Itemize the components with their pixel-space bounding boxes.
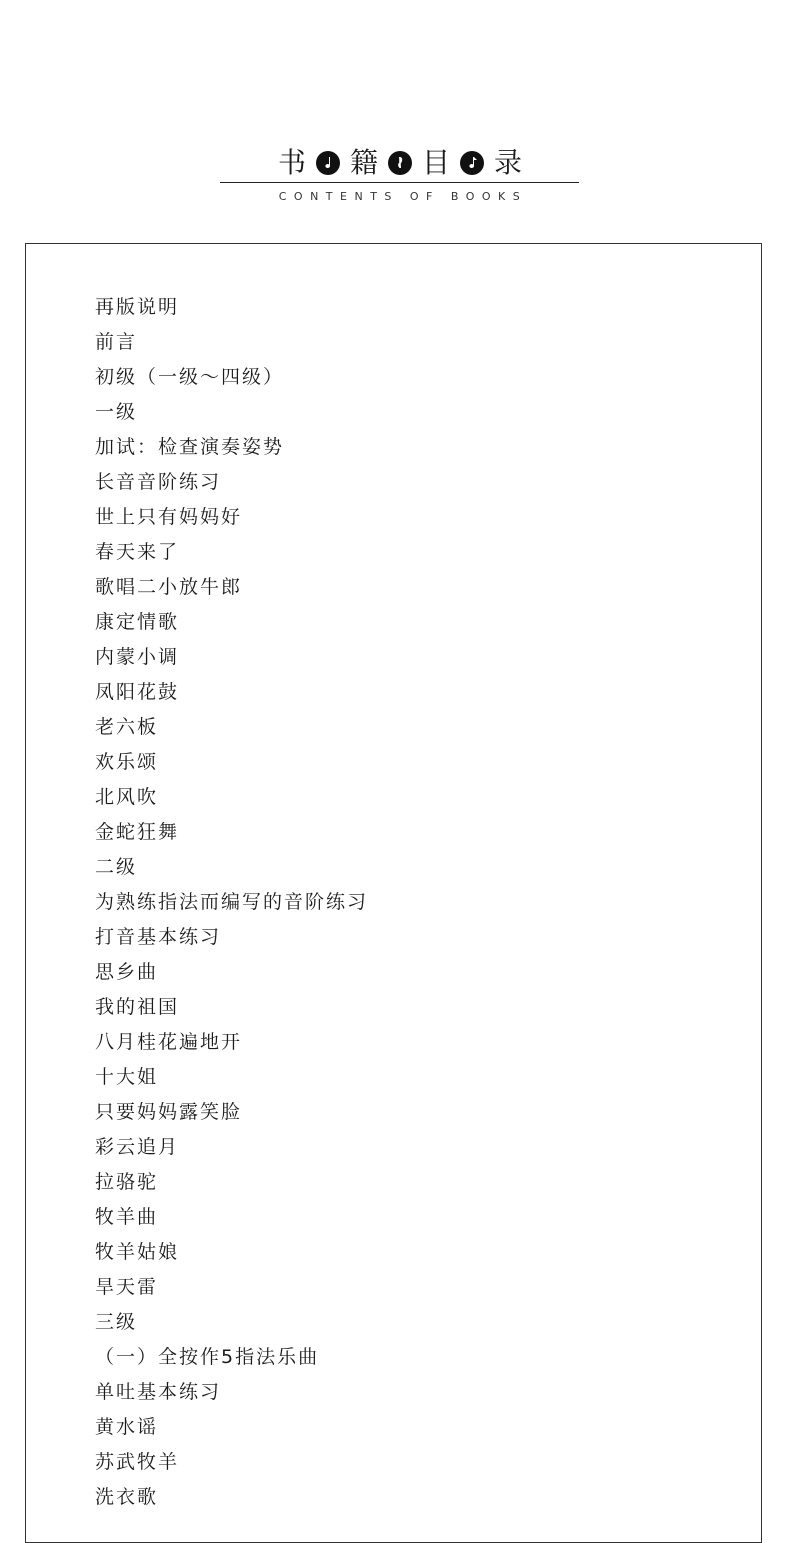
toc-item: 黄水谣: [95, 1416, 159, 1438]
toc-item: 凤阳花鼓: [95, 681, 180, 703]
toc-item: 苏武牧羊: [95, 1451, 180, 1473]
toc-item: 内蒙小调: [95, 646, 180, 668]
title-divider: [220, 182, 579, 183]
toc-item: 北风吹: [95, 786, 159, 808]
title-char: 籍: [349, 146, 378, 179]
page-title: [220, 143, 580, 183]
toc-item: 为熟练指法而编写的音阶练习: [95, 891, 369, 913]
toc-item: 一级: [95, 401, 138, 423]
toc-item: 我的祖国: [95, 996, 180, 1018]
toc-item: 前言: [95, 331, 138, 353]
toc-item: 歌唱二小放牛郎: [95, 576, 243, 598]
toc-item: 彩云追月: [95, 1136, 180, 1158]
toc-item: 二级: [95, 856, 138, 878]
music-note-icon: [388, 151, 412, 175]
title-char: 目: [422, 146, 451, 179]
toc-item: 打音基本练习: [95, 926, 222, 948]
toc-item: 三级: [95, 1311, 138, 1333]
music-note-icon: [460, 151, 484, 175]
toc-item: 初级（一级～四级）: [95, 366, 285, 388]
music-note-icon: [316, 151, 340, 175]
toc-item: 旱天雷: [95, 1276, 159, 1298]
toc-item: 欢乐颂: [95, 751, 159, 773]
toc-item: 洗衣歌: [95, 1486, 159, 1508]
toc-item: 再版说明: [95, 296, 180, 318]
toc-item: 加试：检查演奏姿势: [95, 436, 285, 458]
title-char: 书: [277, 146, 306, 179]
toc-list: [95, 290, 368, 1515]
toc-item: 牧羊曲: [95, 1206, 159, 1228]
page-subtitle: CONTENTS OF BOOKS: [278, 190, 528, 203]
title-char: 录: [494, 146, 523, 179]
toc-item: 拉骆驼: [95, 1171, 159, 1193]
toc-item: 十大姐: [95, 1066, 159, 1088]
toc-item: 只要妈妈露笑脸: [95, 1101, 243, 1123]
toc-item: （一）全按作5指法乐曲: [95, 1346, 320, 1368]
toc-item: 春天来了: [95, 541, 180, 563]
toc-item: 思乡曲: [95, 961, 159, 983]
toc-item: 金蛇狂舞: [95, 821, 180, 843]
toc-item: 牧羊姑娘: [95, 1241, 180, 1263]
toc-item: 八月桂花遍地开: [95, 1031, 243, 1053]
contents-box: [25, 243, 762, 1543]
toc-item: 世上只有妈妈好: [95, 506, 243, 528]
toc-item: 康定情歌: [95, 611, 180, 633]
toc-item: 老六板: [95, 716, 159, 738]
toc-item: 单吐基本练习: [95, 1381, 222, 1403]
toc-item: 长音音阶练习: [95, 471, 222, 493]
